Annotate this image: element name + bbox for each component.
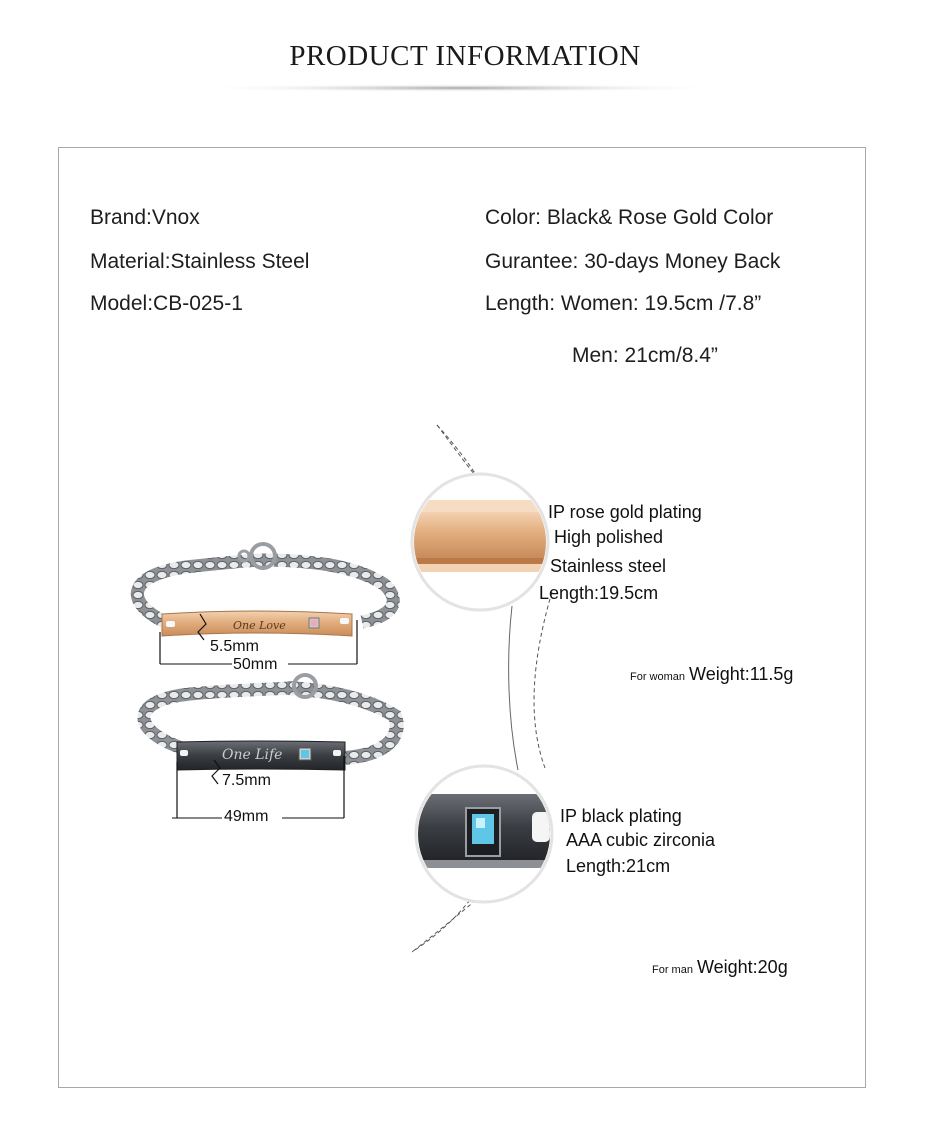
rose-width-label: 5.5mm [210, 638, 259, 655]
rose-weight-for: For woman [630, 671, 686, 683]
spec-model: Model:CB-025-1 [90, 292, 243, 315]
black-weight [652, 957, 788, 978]
black-weight-for: For man [652, 964, 693, 976]
spec-color: Color: Black& Rose Gold Color [485, 206, 774, 229]
black-callout-plating: IP black plating [560, 806, 682, 826]
page-title: PRODUCT INFORMATION [289, 40, 641, 72]
rose-weight-value: Weight:11.5g [689, 664, 794, 684]
rose-callout-plating: IP rose gold plating [548, 502, 702, 522]
rose-callout-material: Stainless steel [550, 556, 667, 576]
black-engraving: One Life [222, 747, 283, 763]
rose-engraving: One Love [233, 619, 286, 632]
black-length-label: 49mm [224, 808, 269, 825]
rose-length-label: 50mm [233, 656, 278, 673]
rose-callout-length: Length:19.5cm [539, 583, 659, 603]
spec-guarantee: Gurantee: 30-days Money Back [485, 250, 781, 273]
rose-callout-polish: High polished [554, 527, 664, 547]
rose-gold-detail-circle [410, 470, 550, 620]
spec-length-men: Men: 21cm/8.4” [572, 344, 718, 367]
spec-length-women: Length: Women: 19.5cm /7.8” [485, 292, 762, 315]
spec-brand: Brand:Vnox [90, 206, 200, 229]
black-callout-length: Length:21cm [566, 856, 671, 876]
black-callout-zirconia: AAA cubic zirconia [566, 830, 716, 850]
rose-weight [630, 664, 793, 685]
black-width-label: 7.5mm [222, 772, 271, 789]
rose-gold-bracelet [137, 544, 393, 664]
black-weight-value: Weight:20g [696, 957, 788, 977]
spec-material: Material:Stainless Steel [90, 250, 310, 273]
black-detail-circle [414, 762, 556, 907]
